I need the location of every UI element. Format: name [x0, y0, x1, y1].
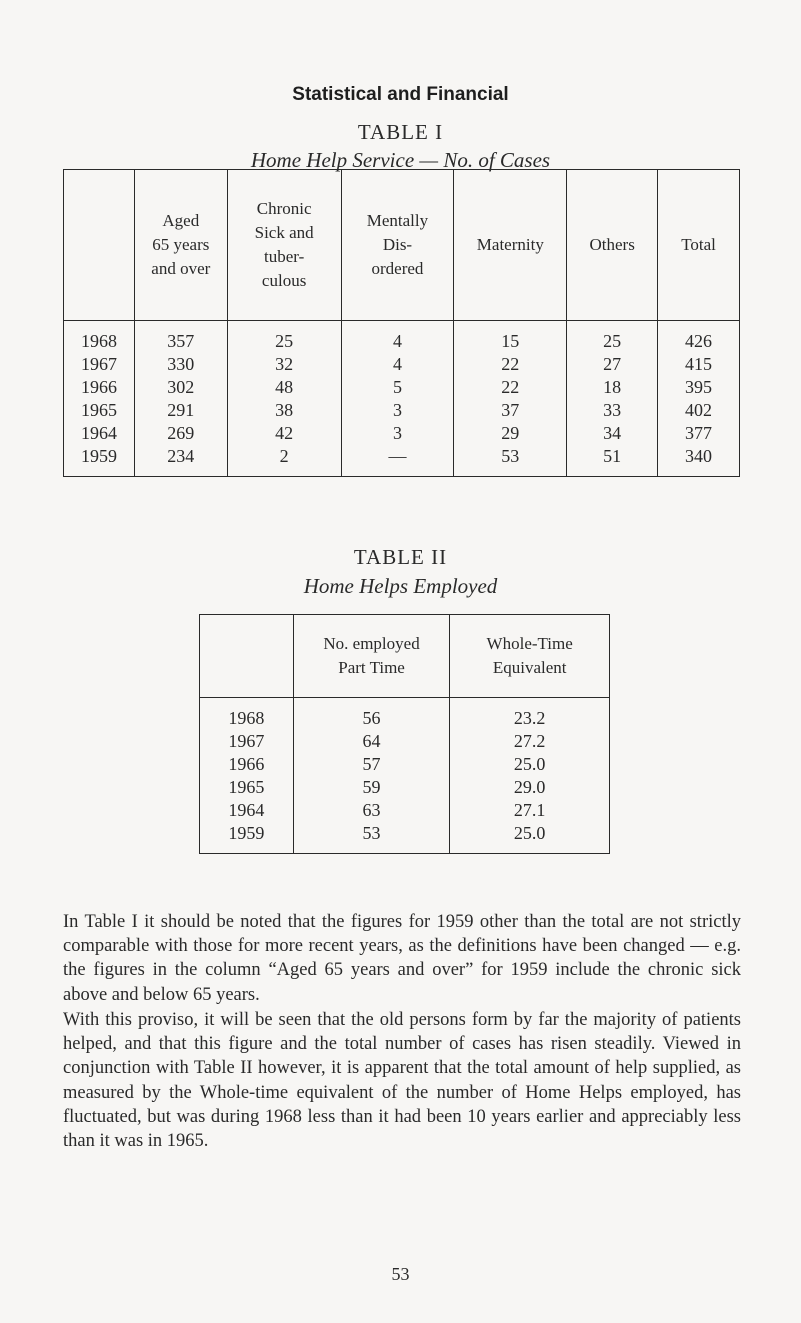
value-cell: 56 [293, 698, 450, 731]
year-cell: 1959 [200, 822, 294, 854]
value-cell: 395 [658, 376, 740, 399]
table-row [64, 422, 740, 445]
cases-table-header-6: Total [658, 170, 740, 321]
table-row [64, 399, 740, 422]
year-cell: 1965 [200, 776, 294, 799]
value-cell: 57 [293, 753, 450, 776]
value-cell: 2 [227, 445, 341, 477]
table1-subtitle: Home Help Service — No. of Cases [250, 148, 551, 172]
table-row [200, 776, 610, 799]
value-cell: 48 [227, 376, 341, 399]
cases-table-header-3: Mentally Dis- ordered [341, 170, 454, 321]
cases-table-header-4: Maternity [454, 170, 567, 321]
value-cell: 15 [454, 321, 567, 354]
home-helps-employed-table [199, 614, 610, 854]
value-cell: 37 [454, 399, 567, 422]
value-cell: 25 [227, 321, 341, 354]
cases-table-header-5: Others [567, 170, 658, 321]
value-cell: 302 [134, 376, 227, 399]
value-cell: 426 [658, 321, 740, 354]
value-cell: 51 [567, 445, 658, 477]
table2-subtitle: Home Helps Employed [303, 574, 498, 598]
value-cell: 402 [658, 399, 740, 422]
year-cell: 1968 [64, 321, 135, 354]
value-cell: 23.2 [450, 698, 610, 731]
employed-table-header-2: Whole-Time Equivalent [450, 615, 610, 698]
value-cell: 18 [567, 376, 658, 399]
value-cell: 64 [293, 730, 450, 753]
table-row [200, 799, 610, 822]
home-help-cases-table [63, 169, 740, 477]
value-cell: 32 [227, 353, 341, 376]
value-cell: 59 [293, 776, 450, 799]
value-cell: — [341, 445, 454, 477]
year-cell: 1964 [200, 799, 294, 822]
table-row [64, 353, 740, 376]
year-cell: 1967 [200, 730, 294, 753]
value-cell: 5 [341, 376, 454, 399]
value-cell: 4 [341, 321, 454, 354]
year-cell: 1959 [64, 445, 135, 477]
value-cell: 377 [658, 422, 740, 445]
value-cell: 4 [341, 353, 454, 376]
value-cell: 53 [454, 445, 567, 477]
value-cell: 330 [134, 353, 227, 376]
cases-table-header-0 [64, 170, 135, 321]
year-cell: 1968 [200, 698, 294, 731]
page-number: 53 [391, 1264, 410, 1284]
value-cell: 27 [567, 353, 658, 376]
value-cell: 22 [454, 376, 567, 399]
value-cell: 25.0 [450, 753, 610, 776]
value-cell: 415 [658, 353, 740, 376]
value-cell: 38 [227, 399, 341, 422]
value-cell: 3 [341, 422, 454, 445]
value-cell: 234 [134, 445, 227, 477]
value-cell: 27.1 [450, 799, 610, 822]
table1-title: TABLE I [357, 120, 444, 144]
value-cell: 22 [454, 353, 567, 376]
year-cell: 1965 [64, 399, 135, 422]
value-cell: 53 [293, 822, 450, 854]
value-cell: 42 [227, 422, 341, 445]
value-cell: 34 [567, 422, 658, 445]
value-cell: 291 [134, 399, 227, 422]
year-cell: 1966 [200, 753, 294, 776]
value-cell: 269 [134, 422, 227, 445]
value-cell: 63 [293, 799, 450, 822]
table-row [64, 445, 740, 477]
table-row [200, 753, 610, 776]
value-cell: 357 [134, 321, 227, 354]
year-cell: 1966 [64, 376, 135, 399]
table-row [64, 376, 740, 399]
table2-title: TABLE II [353, 545, 448, 569]
table-row [200, 698, 610, 731]
value-cell: 33 [567, 399, 658, 422]
value-cell: 29 [454, 422, 567, 445]
value-cell: 340 [658, 445, 740, 477]
cases-table-header-2: Chronic Sick and tuber- culous [227, 170, 341, 321]
value-cell: 25.0 [450, 822, 610, 854]
employed-table-header-1: No. employed Part Time [293, 615, 450, 698]
value-cell: 27.2 [450, 730, 610, 753]
value-cell: 29.0 [450, 776, 610, 799]
value-cell: 3 [341, 399, 454, 422]
value-cell: 25 [567, 321, 658, 354]
table-row [200, 822, 610, 854]
table-row [64, 321, 740, 354]
year-cell: 1964 [64, 422, 135, 445]
paragraph-analysis: With this proviso, it will be seen that the old persons form by far the majority of patients helped, and that this figure and the total number of cases has risen steadily. Viewed in conjunction with Table II however, it is apparent that the total amount of help supplied, as measured by the Whole-time equivalent of the number of Home Helps employed, has fluctuated, but was during 1968 less than it had been 10 years earlier and appreciably less than it was in 1965. [63, 1010, 741, 1152]
table-row [200, 730, 610, 753]
section-heading: Statistical and Financial [292, 84, 509, 105]
paragraph-note: In Table I it should be noted that the figures for 1959 other than the total are not strictly comparable with those for more recent years, as the definitions have been changed — e.g. the figures in the column “Aged 65 years and over” for 1959 include the chronic sick above and below 65 years. [63, 912, 741, 1005]
cases-table-header-1: Aged 65 years and over [134, 170, 227, 321]
employed-table-header-0 [200, 615, 294, 698]
year-cell: 1967 [64, 353, 135, 376]
